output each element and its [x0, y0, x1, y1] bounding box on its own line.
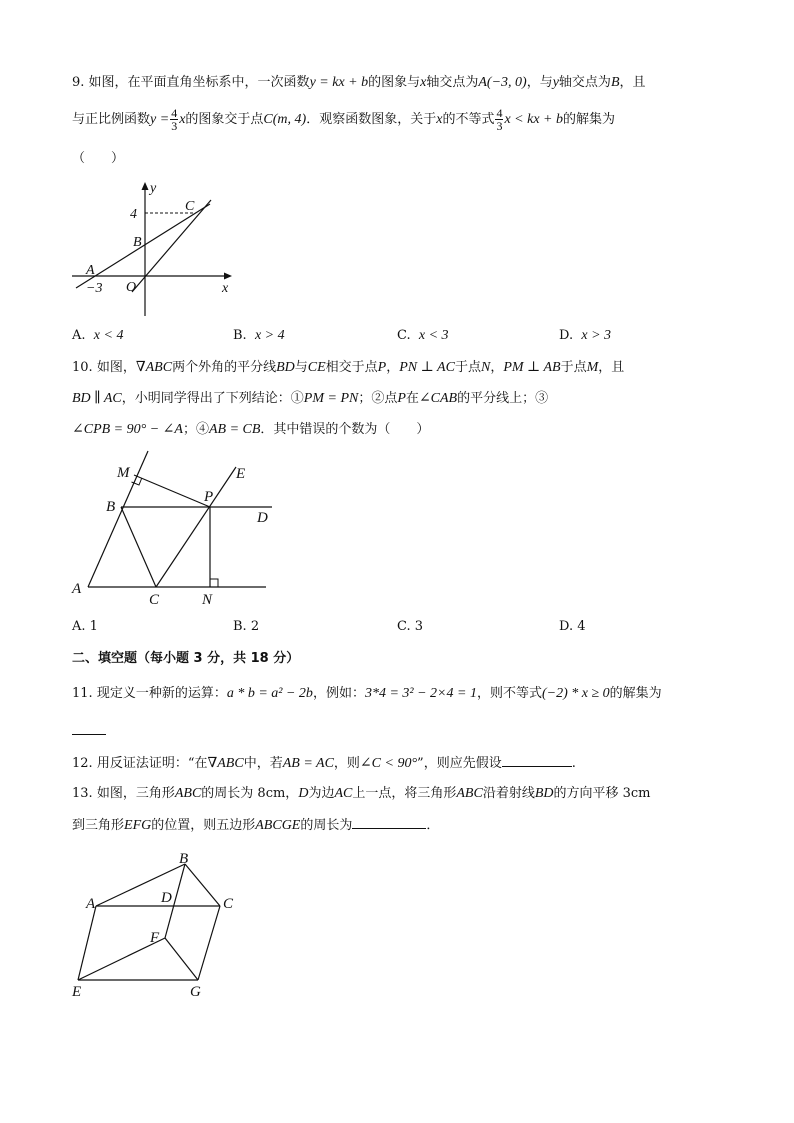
q13-line2	[72, 816, 439, 835]
q10-option-b[interactable]: B. 2	[233, 619, 260, 634]
fraction-numerator: 4	[171, 106, 178, 120]
q9-point-b: B	[610, 75, 620, 90]
q10-conclusion-3: ∠CPB = 90° − ∠A	[72, 422, 183, 437]
q13-pentagon: ABCGE	[255, 818, 301, 833]
q9-option-a[interactable]	[72, 327, 123, 345]
q9-text: 的解集为	[563, 112, 616, 127]
q10-text: ．其中错误的个数为（ ）	[260, 422, 430, 437]
point-p-label: P	[204, 489, 214, 505]
q10-line3	[72, 421, 429, 439]
point-f-label: F	[150, 930, 160, 946]
q9-text: 的不等式	[442, 112, 495, 127]
q9-number: 9.	[72, 75, 85, 90]
x-axis-label: x	[222, 281, 229, 296]
point-a-label: A	[86, 896, 96, 912]
q9-text: ，且	[619, 75, 646, 90]
fraction-denominator: 3	[496, 119, 503, 133]
q11-line	[72, 685, 662, 703]
q9-text: 的图象交于点	[185, 112, 264, 127]
option-value: x < 4	[93, 328, 124, 343]
q10-figure	[68, 445, 288, 610]
q9-line1	[72, 74, 646, 92]
q12-number: 12.	[72, 756, 93, 771]
q12-angle: ∠C < 90°	[359, 756, 418, 771]
q9-text: 如图，在平面直角坐标系中，一次函数	[88, 75, 310, 90]
q10-text: 的平分线上；③	[457, 391, 549, 406]
q10-text: ，且	[598, 360, 625, 375]
q13-text: 的位置，则五边形	[151, 818, 256, 833]
q13-number: 13.	[72, 786, 93, 801]
q11-answer-blank[interactable]	[72, 734, 106, 735]
q10-point: P	[397, 391, 406, 406]
q13-text: 的方向平移 3cm	[553, 786, 651, 801]
section-heading: 二、填空题（每小题 3 分，共 18 分）	[72, 651, 300, 666]
q9-text: 的图象与	[368, 75, 421, 90]
q10-text: 两个外角的平分线	[172, 360, 277, 375]
q10-option-d[interactable]: D. 4	[559, 619, 586, 634]
q11-definition: a * b = a² − 2b	[226, 686, 313, 701]
q10-point: N	[480, 360, 491, 375]
q11-text: ，例如：	[312, 686, 365, 701]
fraction-denominator: 3	[171, 119, 178, 133]
q9-text: ．观察函数图象，关于	[306, 112, 437, 127]
q10-text: 与	[294, 360, 308, 375]
q10-text: ，小明同学得出了下列结论：①	[121, 391, 304, 406]
q11-inequality: (−2) * x ≥ 0	[541, 686, 610, 701]
point-g-label: G	[190, 984, 201, 1000]
option-value: x > 4	[254, 328, 285, 343]
q10-segment: CE	[307, 360, 326, 375]
q12-equality: AB = AC	[282, 756, 334, 771]
q10-text: 于点	[454, 360, 481, 375]
q10-perp: PN ⊥ AC	[399, 360, 455, 375]
q13-text: 如图，三角形	[96, 786, 175, 801]
q13-ray: BD	[534, 786, 554, 801]
q9-fraction	[170, 107, 178, 132]
q10-segment: BD	[276, 360, 295, 375]
q9-inequality: x < kx + b	[504, 112, 563, 127]
q10-line2	[72, 390, 548, 408]
q10-parallel: BD ∥ AC	[72, 391, 122, 406]
q9-text: ，与	[526, 75, 553, 90]
point-c-label: C	[149, 592, 160, 608]
q13-segment: AC	[334, 786, 353, 801]
q13-answer-blank[interactable]	[352, 816, 426, 829]
point-a-label: A	[86, 263, 95, 278]
point-b-label: B	[133, 235, 142, 250]
option-letter: B.	[233, 328, 247, 343]
q13-line1	[72, 785, 651, 803]
q9-line3: （ ）	[72, 151, 125, 166]
q10-perp: PM ⊥ AB	[503, 360, 561, 375]
q13-text: 到三角形	[72, 818, 125, 833]
q10-line1	[72, 359, 624, 377]
q9-text: 与正比例函数	[72, 112, 151, 127]
origin-label: O	[126, 280, 137, 295]
q10-angle: ∠CAB	[418, 391, 458, 406]
q9-var: y	[552, 75, 559, 90]
point-a-label: A	[72, 581, 82, 597]
q13-text: ．	[426, 818, 440, 833]
q11-text: ，则不等式	[476, 686, 542, 701]
q9-option-c[interactable]	[397, 327, 449, 345]
q10-text: 如图，	[96, 360, 136, 375]
tick-label-neg3: −3	[86, 281, 103, 296]
q10-text: ，	[490, 360, 504, 375]
q10-point: M	[586, 360, 599, 375]
q10-text: ；④	[182, 422, 209, 437]
q13-text: 的周长为	[300, 818, 353, 833]
q10-conclusion-4: AB = CB	[208, 422, 261, 437]
q10-triangle: ∇ABC	[135, 360, 173, 375]
q9-line2	[72, 105, 615, 135]
q12-text: .	[571, 756, 576, 771]
q13-text: 沿着射线	[482, 786, 535, 801]
q13-text: 上一点，将三角形	[352, 786, 457, 801]
q9-var: x	[420, 75, 427, 90]
q12-text: 用反证法证明：“在	[96, 756, 208, 771]
q12-text: 中，若	[243, 756, 283, 771]
q13-triangle: EFG	[124, 818, 152, 833]
q13-text: 为边	[308, 786, 335, 801]
q12-line	[72, 754, 576, 773]
option-value: x < 3	[418, 328, 449, 343]
option-value: x > 3	[581, 328, 612, 343]
q9-graph	[68, 180, 238, 320]
q10-text: 于点	[560, 360, 587, 375]
q13-triangle: ABC	[456, 786, 483, 801]
point-c-label: C	[185, 199, 195, 214]
point-e-label: E	[236, 466, 246, 482]
point-n-label: N	[202, 592, 213, 608]
q12-triangle: ∇ABC	[207, 756, 244, 771]
q13-figure	[68, 850, 248, 1000]
q10-option-a[interactable]: A. 1	[72, 619, 98, 634]
q10-number: 10.	[72, 360, 93, 375]
q10-text: 相交于点	[325, 360, 378, 375]
point-b-label: B	[106, 499, 116, 515]
q11-example: 3*4 = 3² − 2×4 = 1	[364, 686, 477, 701]
option-letter: C.	[397, 328, 411, 343]
q10-text: ，	[386, 360, 400, 375]
q12-text: ，则	[333, 756, 360, 771]
q11-text: 的解集为	[609, 686, 662, 701]
point-m-label: M	[117, 465, 130, 481]
point-e-label: E	[72, 984, 82, 1000]
q9-linear-function: y = kx + b	[309, 75, 369, 90]
q13-point: D	[298, 786, 309, 801]
q9-text: 轴交点为	[426, 75, 479, 90]
q10-point: P	[377, 360, 387, 375]
q13-text: 的周长为 8cm，	[201, 786, 299, 801]
q9-point-c: C(m, 4)	[263, 112, 307, 127]
q10-text: 在	[405, 391, 419, 406]
q11-text: 现定义一种新的运算：	[96, 686, 227, 701]
q9-var: x	[436, 112, 443, 127]
point-d-label: D	[161, 890, 172, 906]
point-d-label: D	[257, 510, 268, 526]
q9-var: x	[179, 112, 186, 127]
q12-answer-blank[interactable]	[502, 754, 572, 767]
q10-conclusion-1: PM = PN	[303, 391, 359, 406]
q9-option-d[interactable]	[559, 327, 611, 345]
q9-var: y =	[150, 112, 170, 127]
option-letter: D.	[559, 328, 574, 343]
q9-option-b[interactable]	[233, 327, 285, 345]
q13-triangle: ABC	[174, 786, 202, 801]
fraction-numerator: 4	[496, 106, 503, 120]
point-c-label: C	[223, 896, 234, 912]
point-b-label: B	[179, 851, 189, 867]
option-letter: A.	[72, 328, 86, 343]
q10-text: ；②点	[358, 391, 398, 406]
q12-text: ”，则应先假设	[417, 756, 502, 771]
q9-point-a: A(−3, 0)	[478, 75, 527, 90]
q9-fraction	[495, 107, 503, 132]
y-axis-label: y	[150, 181, 157, 196]
tick-label-4: 4	[130, 207, 137, 222]
q10-option-c[interactable]: C. 3	[397, 619, 424, 634]
q9-text: 轴交点为	[558, 75, 611, 90]
q11-number: 11.	[72, 686, 93, 701]
